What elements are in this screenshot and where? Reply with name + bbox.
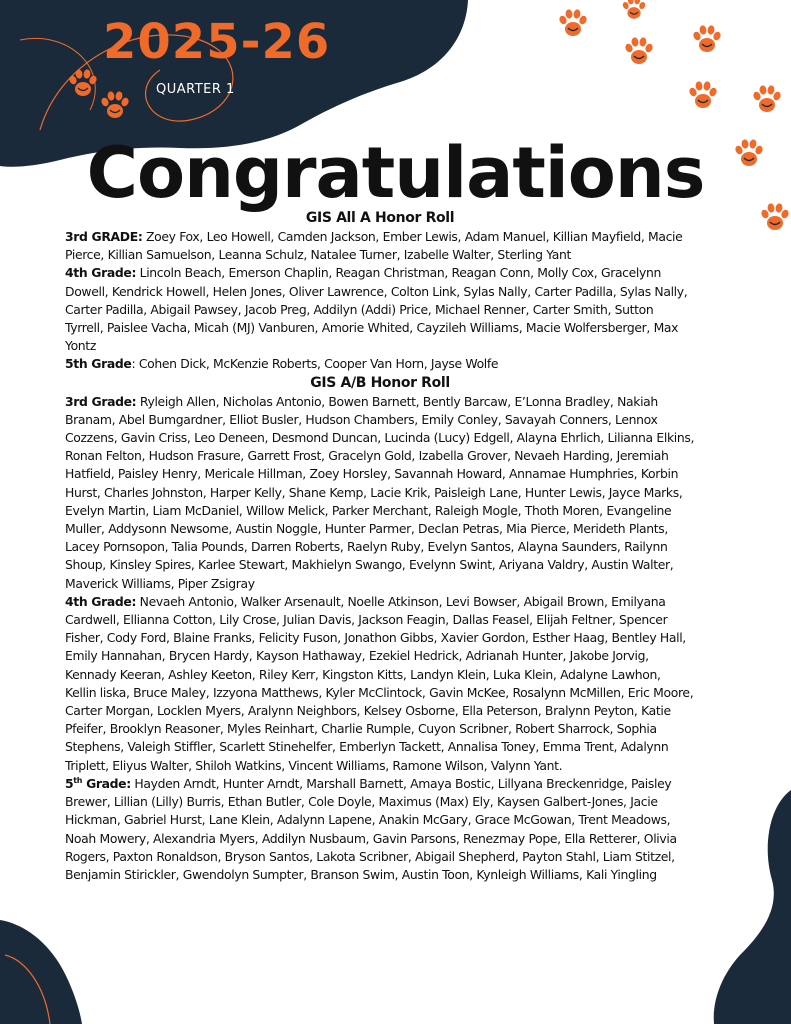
school-year-heading: 2025-26	[103, 14, 331, 70]
paw-print-icon	[690, 22, 724, 56]
student-names: Hayden Arndt, Hunter Arndt, Marshall Barnett, Amaya Bostic, Lillyana Breckenridge, Paisley Brewer, Lillian (Lilly) Burris, Ethan Butler, Cole Doyle, Maximus (Max) Ely, Kaysen Galbert-Jones, Jacie Hickman, Gabriel Hurst, Lane Klein, Adalynn Lapene, Anakin McGary, Grace McGowan, Trent Meadows, Noah Mowery, Alexandria Myers, Addilyn Nusbaum, Gavin Parsons, Renezmay Pope, Ella Retterer, Olivia Rogers, Paxton Ronaldson, Bryson Santos, Lakota Scribner, Abigail Shepherd, Payton Stahl, Liam Stitzel, Benjamin Stirickler, Gwendolyn Sumpter, Branson Swim, Austin Toon, Kynleigh Williams, Kali Yingling	[65, 775, 677, 882]
grade-label: 3rd GRADE:	[65, 229, 143, 244]
grade-ordinal: th	[73, 775, 83, 785]
ab-third-grade	[65, 393, 695, 593]
ab-fourth-grade	[65, 593, 695, 775]
grade-number: 5	[65, 775, 74, 791]
page-title: Congratulations	[86, 132, 705, 214]
grade-label: 3rd Grade:	[65, 393, 137, 409]
all-a-fourth-grade	[65, 264, 695, 355]
grade-label	[65, 776, 131, 791]
paw-print-icon	[750, 82, 784, 116]
paw-print-icon	[622, 34, 656, 68]
bottom-left-blob	[0, 900, 90, 1024]
honor-roll-content	[65, 209, 695, 884]
grade-label: 5th Grade	[65, 356, 132, 372]
paw-print-icon	[66, 66, 100, 100]
grade-word: Grade:	[82, 775, 131, 791]
paw-print-icon	[556, 6, 590, 40]
ab-honor-roll-title: GIS A/B Honor Roll	[310, 374, 450, 391]
paw-print-icon	[686, 78, 720, 112]
grade-label: 4th Grade:	[65, 265, 137, 281]
ab-fifth-grade	[65, 775, 695, 884]
bottom-right-blob	[700, 785, 791, 1024]
quarter-label: QUARTER 1	[156, 82, 235, 97]
all-a-honor-roll-title: GIS All A Honor Roll	[305, 210, 455, 226]
student-names: Zoey Fox, Leo Howell, Camden Jackson, Ember Lewis, Adam Manuel, Killian Mayfield, Macie Pierce, Killian Samuelson, Leanna Schulz, Natalee Turner, Izabelle Walter, Sterling Yant	[65, 229, 683, 263]
paw-print-icon	[620, 0, 648, 22]
all-a-third-grade	[65, 228, 695, 264]
student-names: : Cohen Dick, McKenzie Roberts, Cooper Van Horn, Jayse Wolfe	[131, 356, 499, 372]
student-names: Lincoln Beach, Emerson Chaplin, Reagan Christman, Reagan Conn, Molly Cox, Gracelynn Dowell, Kendrick Howell, Helen Jones, Oliver Lawrence, Colton Link, Sylas Nally, Carter Padilla, Sylas Nally, Carter Padilla, Abigail Pawsey, Jacob Preg, Addilyn (Addi) Price, Michael Renner, Carter Smith, Sutton Tyrrell, Paislee Vacha, Micah (MJ) Vanburen, Amorie Whited, Cayzileh Williams, Macie Wolfersberger, Max Yontz	[65, 265, 688, 354]
paw-print-icon	[98, 88, 132, 122]
grade-label: 4th Grade:	[65, 593, 137, 609]
student-names: Nevaeh Antonio, Walker Arsenault, Noelle Atkinson, Levi Bowser, Abigail Brown, Emilyana Cardwell, Ellianna Cotton, Lily Crose, Julian Davis, Jackson Feagin, Dallas Feasel, Elijah Feltner, Spencer Fisher, Cody Ford, Blaine Franks, Felicity Fuson, Jonathon Gibbs, Xavier Gordon, Esther Haag, Bentley Hall, Emily Hannahan, Brycen Hardy, Kayson Hathaway, Ezekiel Hedrick, Adrianah Hunter, Jakobe Jorvig, Kennady Keeran, Ashley Keeton, Riley Kerr, Kingston Kitts, Landyn Klein, Luka Klein, Adalyne Lawhon, Kellin liska, Bruce Maley, Izzyona Matthews, Kyler McClintock, Gavin McKee, Rosalynn McMillen, Eric Moore, Carter Morgan, Locklen Myers, Aralynn Neighbors, Kelsey Osborne, Ella Peterson, Bralynn Peyton, Katie Pfeifer, Brooklyn Reasoner, Myles Reinhart, Charlie Rumple, Cuyon Scribner, Robert Sharrock, Sophia Stephens, Valeigh Stiffler, Scarlett Stinehelfer, Emberlyn Tackett, Annalisa Toney, Emma Trent, Adalynn Triplett, Eliyus Walter, Shiloh Watkins, Vincent Williams, Ramone Wilson, Valynn Yant.	[65, 593, 694, 773]
student-names: Ryleigh Allen, Nicholas Antonio, Bowen Barnett, Bently Barcaw, E’Lonna Bradley, Nakiah Branam, Abel Bumgardner, Elliot Busler, Hudson Chambers, Emily Conley, Savayah Conners, Lennox Cozzens, Gavin Criss, Leo Deneen, Desmond Duncan, Lucinda (Lucy) Edgell, Alayna Ehrlich, Lilianna Elkins, Ronan Felton, Hudson Frasure, Garrett Frost, Gracelyn Gold, Izabella Grover, Nevaeh Harding, Jeremiah Hatfield, Paisley Henry, Mericale Hillman, Zoey Horsley, Savannah Howard, Annamae Humphries, Korbin Hurst, Charles Johnston, Harper Kelly, Shane Kemp, Lacie Krik, Paisleigh Lane, Hunter Lewis, Jayce Marks, Evelyn Martin, Liam McDaniel, Willow Melick, Parker Merchant, Raleigh Mogle, Thoth Moren, Evangeline Muller, Addysonn Newsome, Austin Noggle, Hunter Parmer, Declan Petras, Mia Pierce, Merideth Plants, Lacey Pornsopon, Talia Pounds, Darren Roberts, Raelyn Ruby, Evelyn Santos, Alayna Saunders, Railynn Shoup, Kinsley Spires, Karlee Stewart, Makhielyn Swango, Evelynn Swint, Ariyana Valdry, Austin Walter, Maverick Williams, Piper Zsigray	[65, 393, 695, 591]
all-a-fifth-grade	[65, 355, 695, 373]
